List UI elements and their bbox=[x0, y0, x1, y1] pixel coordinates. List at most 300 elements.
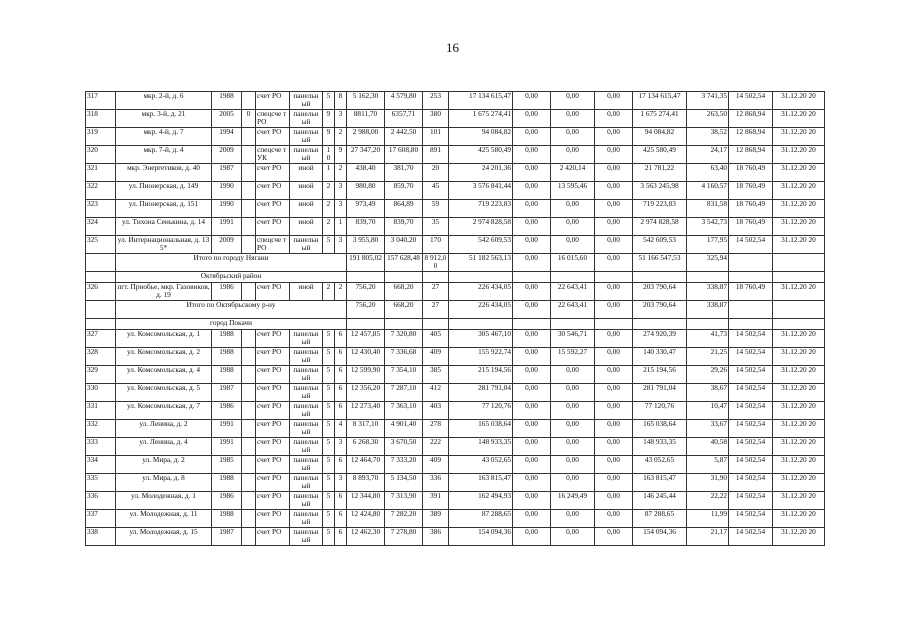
total-residents: 27 bbox=[423, 301, 449, 319]
cell-entrances: 2 bbox=[335, 283, 347, 301]
cell-cost-per-sqm: 3 542,73 bbox=[687, 218, 729, 236]
cell-wall-material: панельн ый bbox=[290, 492, 323, 510]
cell-row-number: 318 bbox=[86, 110, 116, 128]
cell-row-number: 338 bbox=[86, 528, 116, 546]
cell-total-cost: 1 675 274,41 bbox=[449, 110, 513, 128]
cell-cost-federal: 0,00 bbox=[513, 330, 551, 348]
cell-total-cost: 155 922,74 bbox=[449, 348, 513, 366]
cell-cost-owners: 719 223,83 bbox=[633, 200, 687, 218]
cell-floors: 9 bbox=[323, 110, 335, 128]
section-title: Октябрьский район bbox=[116, 272, 347, 283]
cell-cost-owners: 94 084,82 bbox=[633, 128, 687, 146]
cell-cost-per-sqm: 3 741,35 bbox=[687, 92, 729, 110]
cell-empty bbox=[729, 319, 773, 330]
cell-cost-local: 0,00 bbox=[595, 330, 633, 348]
cell-address: ул. Интернациональная, д. 135* bbox=[116, 236, 212, 254]
cell-wall-material: панельн ый bbox=[290, 474, 323, 492]
cell-total-cost: 148 933,35 bbox=[449, 438, 513, 456]
cell-address: ул. Молодежная, д. 1 bbox=[116, 492, 212, 510]
cell-total-cost: 226 434,05 bbox=[449, 283, 513, 301]
cell-total-area: 12 430,40 bbox=[347, 348, 385, 366]
cell-limit-cost: 12 868,94 bbox=[729, 146, 773, 164]
cell-cost-federal: 0,00 bbox=[513, 474, 551, 492]
cell-empty bbox=[385, 272, 423, 283]
cell-cost-per-sqm: 263,50 bbox=[687, 110, 729, 128]
cell-year-built: 1991 bbox=[212, 218, 242, 236]
cell-total-cost: 3 576 841,44 bbox=[449, 182, 513, 200]
cell-empty bbox=[773, 272, 825, 283]
table-row bbox=[86, 182, 825, 200]
cell-cost-per-sqm: 40,58 bbox=[687, 438, 729, 456]
cell-wall-material: панельн ый bbox=[290, 146, 323, 164]
cell-entrances: 6 bbox=[335, 366, 347, 384]
cell-cost-per-sqm: 21,25 bbox=[687, 348, 729, 366]
cell-cost-local: 0,00 bbox=[595, 438, 633, 456]
table-row bbox=[86, 438, 825, 456]
cell-cost-local: 0,00 bbox=[595, 200, 633, 218]
cell-wall-material: панельн ый bbox=[290, 128, 323, 146]
cell-total-area: 12 599,90 bbox=[347, 366, 385, 384]
cell-total-cost: 87 288,65 bbox=[449, 510, 513, 528]
cell-total-cost: 162 494,93 bbox=[449, 492, 513, 510]
cell-wall-material: панельн ый bbox=[290, 438, 323, 456]
cell-cost-local: 0,00 bbox=[595, 92, 633, 110]
cell-limit-cost: 18 760,49 bbox=[729, 200, 773, 218]
cell-col-flag bbox=[242, 528, 256, 546]
cell-cost-per-sqm: 33,67 bbox=[687, 420, 729, 438]
cell-completion-date: 31.12.20 20 bbox=[773, 182, 825, 200]
cell-fund-method: счет РО bbox=[256, 348, 290, 366]
cell-col-flag bbox=[242, 384, 256, 402]
cell-entrances: 6 bbox=[335, 384, 347, 402]
cell-cost-regional: 30 546,71 bbox=[551, 330, 595, 348]
cell-empty bbox=[687, 319, 729, 330]
cell-empty bbox=[513, 319, 551, 330]
cell-residents: 385 bbox=[423, 366, 449, 384]
cell-cost-regional: 22 643,41 bbox=[551, 283, 595, 301]
cell-floors: 5 bbox=[323, 366, 335, 384]
total-limit-cost bbox=[729, 301, 773, 319]
cell-residents: 380 bbox=[423, 110, 449, 128]
cell-address: ул. Пионерская, д. 149 bbox=[116, 182, 212, 200]
cell-living-area: 17 608,80 bbox=[385, 146, 423, 164]
cell-cost-regional: 0,00 bbox=[551, 218, 595, 236]
cell-living-area: 7 287,10 bbox=[385, 384, 423, 402]
cell-row-number: 334 bbox=[86, 456, 116, 474]
cell-total-area: 5 162,30 bbox=[347, 92, 385, 110]
cell-floors: 5 bbox=[323, 348, 335, 366]
cell-total-cost: 2 974 828,58 bbox=[449, 218, 513, 236]
cell-cost-regional: 0,00 bbox=[551, 402, 595, 420]
cell-cost-federal: 0,00 bbox=[513, 128, 551, 146]
cell-cost-per-sqm: 29,26 bbox=[687, 366, 729, 384]
cell-total-area: 756,20 bbox=[347, 283, 385, 301]
cell-limit-cost: 12 868,94 bbox=[729, 110, 773, 128]
cell-limit-cost: 14 502,54 bbox=[729, 438, 773, 456]
cell-cost-local: 0,00 bbox=[595, 164, 633, 182]
cell-residents: 891 bbox=[423, 146, 449, 164]
cell-col-flag bbox=[242, 92, 256, 110]
cell-empty bbox=[729, 272, 773, 283]
cell-total-cost: 425 580,49 bbox=[449, 146, 513, 164]
cell-residents: 389 bbox=[423, 510, 449, 528]
cell-total-area: 12 464,70 bbox=[347, 456, 385, 474]
cell-cost-owners: 43 052,65 bbox=[633, 456, 687, 474]
cell-empty bbox=[633, 319, 687, 330]
cell-cost-local: 0,00 bbox=[595, 384, 633, 402]
cell-limit-cost: 12 868,94 bbox=[729, 128, 773, 146]
cell-col-flag bbox=[242, 420, 256, 438]
cell-empty bbox=[347, 319, 385, 330]
cell-living-area: 7 363,10 bbox=[385, 402, 423, 420]
cell-residents: 386 bbox=[423, 528, 449, 546]
total-living-area: 157 628,48 bbox=[385, 254, 423, 272]
table-row bbox=[86, 164, 825, 182]
cell-living-area: 7 333,20 bbox=[385, 456, 423, 474]
cell-completion-date: 31.12.20 20 bbox=[773, 92, 825, 110]
cell-year-built: 2005 bbox=[212, 110, 242, 128]
table-row bbox=[86, 146, 825, 164]
cell-total-area: 8 317,10 bbox=[347, 420, 385, 438]
cell-cost-owners: 542 609,53 bbox=[633, 236, 687, 254]
cell-cost-per-sqm: 5,87 bbox=[687, 456, 729, 474]
cell-cost-owners: 163 815,47 bbox=[633, 474, 687, 492]
cell-address: ул. Ленина, д. 4 bbox=[116, 438, 212, 456]
cell-fund-method: счет РО bbox=[256, 330, 290, 348]
cell-completion-date: 31.12.20 20 bbox=[773, 146, 825, 164]
cell-fund-method: спецсче т УК bbox=[256, 146, 290, 164]
cell-total-area: 12 344,80 bbox=[347, 492, 385, 510]
total-total-area: 756,20 bbox=[347, 301, 385, 319]
cell-row-number: 328 bbox=[86, 348, 116, 366]
cell-cost-regional: 13 595,46 bbox=[551, 182, 595, 200]
cell-floors: 1 0 bbox=[323, 146, 335, 164]
cell-living-area: 3 040,20 bbox=[385, 236, 423, 254]
cell-entrances: 6 bbox=[335, 456, 347, 474]
housing-register-table bbox=[85, 91, 825, 546]
cell-fund-method: счет РО bbox=[256, 164, 290, 182]
cell-col-flag bbox=[242, 283, 256, 301]
cell-cost-owners: 21 781,22 bbox=[633, 164, 687, 182]
cell-cost-owners: 274 920,39 bbox=[633, 330, 687, 348]
cell-completion-date: 31.12.20 20 bbox=[773, 366, 825, 384]
table-row bbox=[86, 283, 825, 301]
cell-empty bbox=[513, 272, 551, 283]
cell-empty bbox=[449, 272, 513, 283]
cell-cost-regional: 15 592,27 bbox=[551, 348, 595, 366]
total-cost-owners: 203 790,64 bbox=[633, 301, 687, 319]
table-row bbox=[86, 218, 825, 236]
cell-cost-federal: 0,00 bbox=[513, 236, 551, 254]
cell-address: ул. Тихона Сенькина, д. 14 bbox=[116, 218, 212, 236]
cell-residents: 253 bbox=[423, 92, 449, 110]
cell-total-cost: 305 467,10 bbox=[449, 330, 513, 348]
cell-year-built: 1986 bbox=[212, 492, 242, 510]
cell-fund-method: счет РО bbox=[256, 510, 290, 528]
cell-cost-owners: 77 120,76 bbox=[633, 402, 687, 420]
cell-floors: 9 bbox=[323, 128, 335, 146]
cell-cost-regional: 0,00 bbox=[551, 420, 595, 438]
cell-cost-federal: 0,00 bbox=[513, 182, 551, 200]
cell-cost-regional: 0,00 bbox=[551, 146, 595, 164]
total-cost-per-sqm: 325,94 bbox=[687, 254, 729, 272]
cell-total-area: 27 347,20 bbox=[347, 146, 385, 164]
cell-cost-regional: 16 249,49 bbox=[551, 492, 595, 510]
cell-empty bbox=[86, 272, 116, 283]
cell-entrances: 8 bbox=[335, 92, 347, 110]
cell-cost-federal: 0,00 bbox=[513, 384, 551, 402]
cell-entrances: 3 bbox=[335, 182, 347, 200]
cell-living-area: 7 278,80 bbox=[385, 528, 423, 546]
page-number: 16 bbox=[446, 40, 459, 55]
cell-cost-federal: 0,00 bbox=[513, 146, 551, 164]
table-row bbox=[86, 128, 825, 146]
cell-total-cost: 165 038,64 bbox=[449, 420, 513, 438]
cell-total-cost: 719 223,83 bbox=[449, 200, 513, 218]
cell-address: мкр. 4-й, д. 7 bbox=[116, 128, 212, 146]
cell-cost-regional: 0,00 bbox=[551, 438, 595, 456]
cell-cost-per-sqm: 338,87 bbox=[687, 283, 729, 301]
cell-limit-cost: 18 760,49 bbox=[729, 283, 773, 301]
cell-cost-federal: 0,00 bbox=[513, 218, 551, 236]
cell-fund-method: спецсче т РО bbox=[256, 236, 290, 254]
cell-cost-owners: 165 038,64 bbox=[633, 420, 687, 438]
cell-living-area: 7 282,20 bbox=[385, 510, 423, 528]
cell-fund-method: счет РО bbox=[256, 420, 290, 438]
cell-total-area: 839,70 bbox=[347, 218, 385, 236]
cell-limit-cost: 14 502,54 bbox=[729, 402, 773, 420]
cell-row-number: 332 bbox=[86, 420, 116, 438]
cell-wall-material: панельн ый bbox=[290, 402, 323, 420]
cell-wall-material: иной bbox=[290, 218, 323, 236]
cell-wall-material: иной bbox=[290, 182, 323, 200]
table-row bbox=[86, 510, 825, 528]
cell-row-number: 329 bbox=[86, 366, 116, 384]
cell-empty bbox=[347, 272, 385, 283]
cell-cost-regional: 2 420,14 bbox=[551, 164, 595, 182]
cell-cost-local: 0,00 bbox=[595, 283, 633, 301]
cell-entrances: 6 bbox=[335, 330, 347, 348]
cell-entrances: 6 bbox=[335, 492, 347, 510]
cell-living-area: 839,70 bbox=[385, 218, 423, 236]
cell-total-area: 980,80 bbox=[347, 182, 385, 200]
cell-limit-cost: 14 502,54 bbox=[729, 528, 773, 546]
cell-total-area: 12 462,30 bbox=[347, 528, 385, 546]
total-cost-federal: 0,00 bbox=[513, 301, 551, 319]
cell-limit-cost: 14 502,54 bbox=[729, 384, 773, 402]
cell-entrances: 1 bbox=[335, 218, 347, 236]
cell-total-cost: 77 120,76 bbox=[449, 402, 513, 420]
cell-cost-per-sqm: 38,52 bbox=[687, 128, 729, 146]
cell-empty bbox=[423, 272, 449, 283]
table-row bbox=[86, 366, 825, 384]
cell-wall-material: панельн ый bbox=[290, 528, 323, 546]
total-completion-date bbox=[773, 254, 825, 272]
cell-cost-per-sqm: 21,17 bbox=[687, 528, 729, 546]
cell-total-cost: 163 815,47 bbox=[449, 474, 513, 492]
cell-year-built: 1990 bbox=[212, 200, 242, 218]
cell-living-area: 3 670,50 bbox=[385, 438, 423, 456]
cell-year-built: 1988 bbox=[212, 330, 242, 348]
cell-address: пгт. Приобье, мкр. Газовиков, д. 19 bbox=[117, 282, 210, 300]
cell-total-area: 6 268,30 bbox=[347, 438, 385, 456]
cell-col-flag bbox=[242, 366, 256, 384]
cell-limit-cost: 14 502,54 bbox=[729, 510, 773, 528]
cell-residents: 391 bbox=[423, 492, 449, 510]
cell-cost-federal: 0,00 bbox=[513, 92, 551, 110]
cell-cost-local: 0,00 bbox=[595, 474, 633, 492]
cell-row-number: 322 bbox=[86, 182, 116, 200]
cell-col-flag bbox=[242, 128, 256, 146]
cell-row-number: 317 bbox=[86, 92, 116, 110]
cell-address: ул. Молодежная, д. 11 bbox=[116, 510, 212, 528]
cell-cost-local: 0,00 bbox=[595, 456, 633, 474]
cell-entrances: 3 bbox=[335, 438, 347, 456]
cell-completion-date: 31.12.20 20 bbox=[773, 420, 825, 438]
cell-empty bbox=[595, 319, 633, 330]
cell-cost-federal: 0,00 bbox=[513, 283, 551, 301]
cell-completion-date: 31.12.20 20 bbox=[773, 402, 825, 420]
table-row bbox=[86, 236, 825, 254]
cell-col-flag bbox=[242, 200, 256, 218]
cell-completion-date: 31.12.20 20 bbox=[773, 330, 825, 348]
cell-row-number: 331 bbox=[86, 402, 116, 420]
cell-entrances: 6 bbox=[335, 402, 347, 420]
cell-total-cost: 154 094,36 bbox=[449, 528, 513, 546]
cell-cost-owners: 17 134 615,47 bbox=[633, 92, 687, 110]
cell-living-area: 4 579,80 bbox=[385, 92, 423, 110]
cell-empty bbox=[595, 272, 633, 283]
cell-row-number: 326 bbox=[86, 283, 116, 301]
cell-cost-local: 0,00 bbox=[595, 402, 633, 420]
cell-wall-material: панельн ый bbox=[290, 366, 323, 384]
cell-cost-per-sqm: 177,95 bbox=[687, 236, 729, 254]
cell-completion-date: 31.12.20 20 bbox=[773, 348, 825, 366]
cell-cost-owners: 146 245,44 bbox=[633, 492, 687, 510]
cell-cost-federal: 0,00 bbox=[513, 402, 551, 420]
total-cost-federal: 0,00 bbox=[513, 254, 551, 272]
cell-col-flag bbox=[242, 330, 256, 348]
cell-col-flag bbox=[242, 474, 256, 492]
cell-residents: 412 bbox=[423, 384, 449, 402]
cell-wall-material: панельн ый bbox=[290, 330, 323, 348]
cell-cost-local: 0,00 bbox=[595, 128, 633, 146]
cell-floors: 5 bbox=[323, 384, 335, 402]
cell-empty bbox=[773, 319, 825, 330]
cell-completion-date: 31.12.20 20 bbox=[773, 164, 825, 182]
cell-completion-date: 31.12.20 20 bbox=[773, 474, 825, 492]
cell-empty bbox=[449, 319, 513, 330]
cell-floors: 5 bbox=[323, 330, 335, 348]
cell-address: ул. Комсомольская, д. 1 bbox=[116, 330, 212, 348]
cell-col-flag bbox=[242, 456, 256, 474]
cell-fund-method: счет РО bbox=[256, 200, 290, 218]
cell-cost-regional: 0,00 bbox=[551, 110, 595, 128]
cell-floors: 2 bbox=[323, 182, 335, 200]
cell-col-flag: 0 bbox=[242, 110, 256, 128]
cell-row-number: 337 bbox=[86, 510, 116, 528]
cell-col-flag bbox=[242, 492, 256, 510]
cell-floors: 5 bbox=[323, 92, 335, 110]
cell-floors: 5 bbox=[323, 528, 335, 546]
cell-living-area: 859,70 bbox=[385, 182, 423, 200]
cell-floors: 5 bbox=[323, 510, 335, 528]
cell-address: ул. Комсомольская, д. 5 bbox=[116, 384, 212, 402]
cell-year-built: 1987 bbox=[212, 164, 242, 182]
cell-row-number: 335 bbox=[86, 474, 116, 492]
cell-cost-local: 0,00 bbox=[595, 218, 633, 236]
cell-cost-owners: 1 675 274,41 bbox=[633, 110, 687, 128]
cell-col-flag bbox=[242, 164, 256, 182]
cell-limit-cost: 18 760,49 bbox=[729, 164, 773, 182]
total-cost-owners: 51 166 547,53 bbox=[633, 254, 687, 272]
section-header-row bbox=[86, 272, 825, 283]
cell-residents: 409 bbox=[423, 456, 449, 474]
cell-floors: 2 bbox=[323, 283, 335, 301]
cell-floors: 5 bbox=[323, 474, 335, 492]
total-completion-date bbox=[773, 301, 825, 319]
cell-residents: 409 bbox=[423, 348, 449, 366]
cell-cost-per-sqm: 831,58 bbox=[687, 200, 729, 218]
cell-address: ул. Молодежная, д. 15 bbox=[116, 528, 212, 546]
cell-wall-material: панельн ый bbox=[290, 456, 323, 474]
cell-row-number: 330 bbox=[86, 384, 116, 402]
cell-fund-method: счет РО bbox=[256, 474, 290, 492]
table-row bbox=[86, 420, 825, 438]
cell-wall-material: панельн ый bbox=[290, 236, 323, 254]
cell-fund-method: спецсче т РО bbox=[256, 110, 290, 128]
cell-year-built: 2009 bbox=[212, 236, 242, 254]
table-row bbox=[86, 402, 825, 420]
cell-total-area: 438,40 bbox=[347, 164, 385, 182]
cell-cost-local: 0,00 bbox=[595, 110, 633, 128]
cell-limit-cost: 14 502,54 bbox=[729, 236, 773, 254]
cell-residents: 222 bbox=[423, 438, 449, 456]
cell-empty bbox=[633, 272, 687, 283]
cell-fund-method: счет РО bbox=[256, 128, 290, 146]
cell-cost-per-sqm: 63,40 bbox=[687, 164, 729, 182]
cell-cost-federal: 0,00 bbox=[513, 510, 551, 528]
total-cost-regional: 22 643,41 bbox=[551, 301, 595, 319]
cell-entrances: 2 bbox=[335, 164, 347, 182]
cell-limit-cost: 18 760,49 bbox=[729, 218, 773, 236]
cell-floors: 5 bbox=[323, 492, 335, 510]
cell-limit-cost: 18 760,49 bbox=[729, 182, 773, 200]
cell-limit-cost: 14 502,54 bbox=[729, 348, 773, 366]
cell-cost-owners: 281 791,04 bbox=[633, 384, 687, 402]
cell-cost-regional: 0,00 bbox=[551, 528, 595, 546]
cell-address: ул. Комсомольская, д. 7 bbox=[116, 402, 212, 420]
cell-address: мкр. Энергетиков, д. 40 bbox=[116, 164, 212, 182]
cell-total-cost: 17 134 615,47 bbox=[449, 92, 513, 110]
cell-completion-date: 31.12.20 20 bbox=[773, 528, 825, 546]
cell-empty bbox=[86, 254, 116, 272]
cell-total-cost: 281 791,04 bbox=[449, 384, 513, 402]
cell-wall-material: панельн ый bbox=[290, 384, 323, 402]
cell-col-flag bbox=[242, 146, 256, 164]
cell-cost-federal: 0,00 bbox=[513, 200, 551, 218]
cell-cost-per-sqm: 11,99 bbox=[687, 510, 729, 528]
cell-completion-date: 31.12.20 20 bbox=[773, 200, 825, 218]
cell-completion-date: 31.12.20 20 bbox=[773, 283, 825, 301]
total-label: Итого по городу Нягани bbox=[116, 254, 347, 272]
cell-living-area: 7 320,80 bbox=[385, 330, 423, 348]
total-row bbox=[86, 254, 825, 272]
table-row bbox=[86, 92, 825, 110]
cell-cost-federal: 0,00 bbox=[513, 456, 551, 474]
cell-cost-per-sqm: 41,73 bbox=[687, 330, 729, 348]
cell-wall-material: иной bbox=[290, 200, 323, 218]
